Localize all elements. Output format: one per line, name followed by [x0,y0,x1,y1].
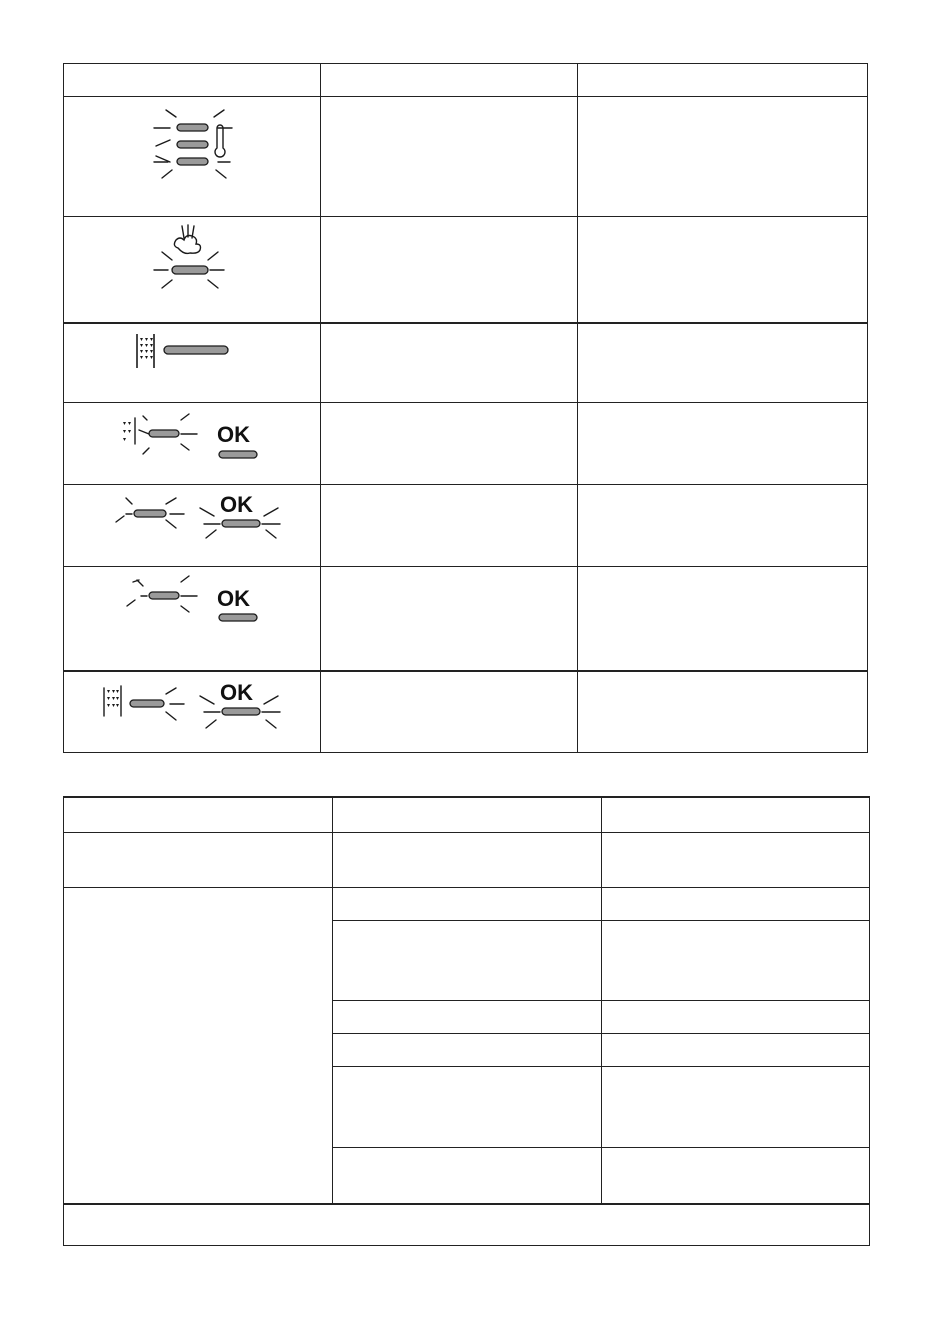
rinse-ok-icon [119,572,279,624]
ok-label: OK [217,422,250,447]
status-cell [321,403,577,484]
rinse-ok-blinking-icon [104,490,284,542]
row-divider [332,1033,869,1034]
remedy-cell [578,97,867,216]
row-divider [332,1066,869,1067]
row-divider [332,1147,869,1148]
remedy-cell [578,217,867,322]
row-divider [332,920,869,921]
descale-ok-blinking-icon [104,676,284,732]
row-divider [332,1000,869,1001]
remedy-cell [578,567,867,670]
status-cell [321,97,577,216]
steam-light-blinking-icon [148,222,228,294]
remedy-cell [578,672,867,752]
table-note [64,1205,869,1245]
row-divider [64,887,869,888]
ok-label: OK [220,680,253,705]
ok-label: OK [217,586,250,611]
status-cell [321,217,577,322]
status-cell [321,485,577,566]
header-divider [64,832,869,833]
thermo-lights-blinking-icon [144,104,244,184]
remedy-cell [578,485,867,566]
descale-light-on-icon [134,332,234,372]
status-cell [321,672,577,752]
status-cell [321,567,577,670]
remedy-cell [578,403,867,484]
remedy-cell [578,324,867,402]
descale-ok-icon [119,410,279,462]
status-cell [321,324,577,402]
ok-label: OK [220,492,253,517]
indicator-table [63,63,868,753]
troubleshoot-table [63,796,870,1246]
